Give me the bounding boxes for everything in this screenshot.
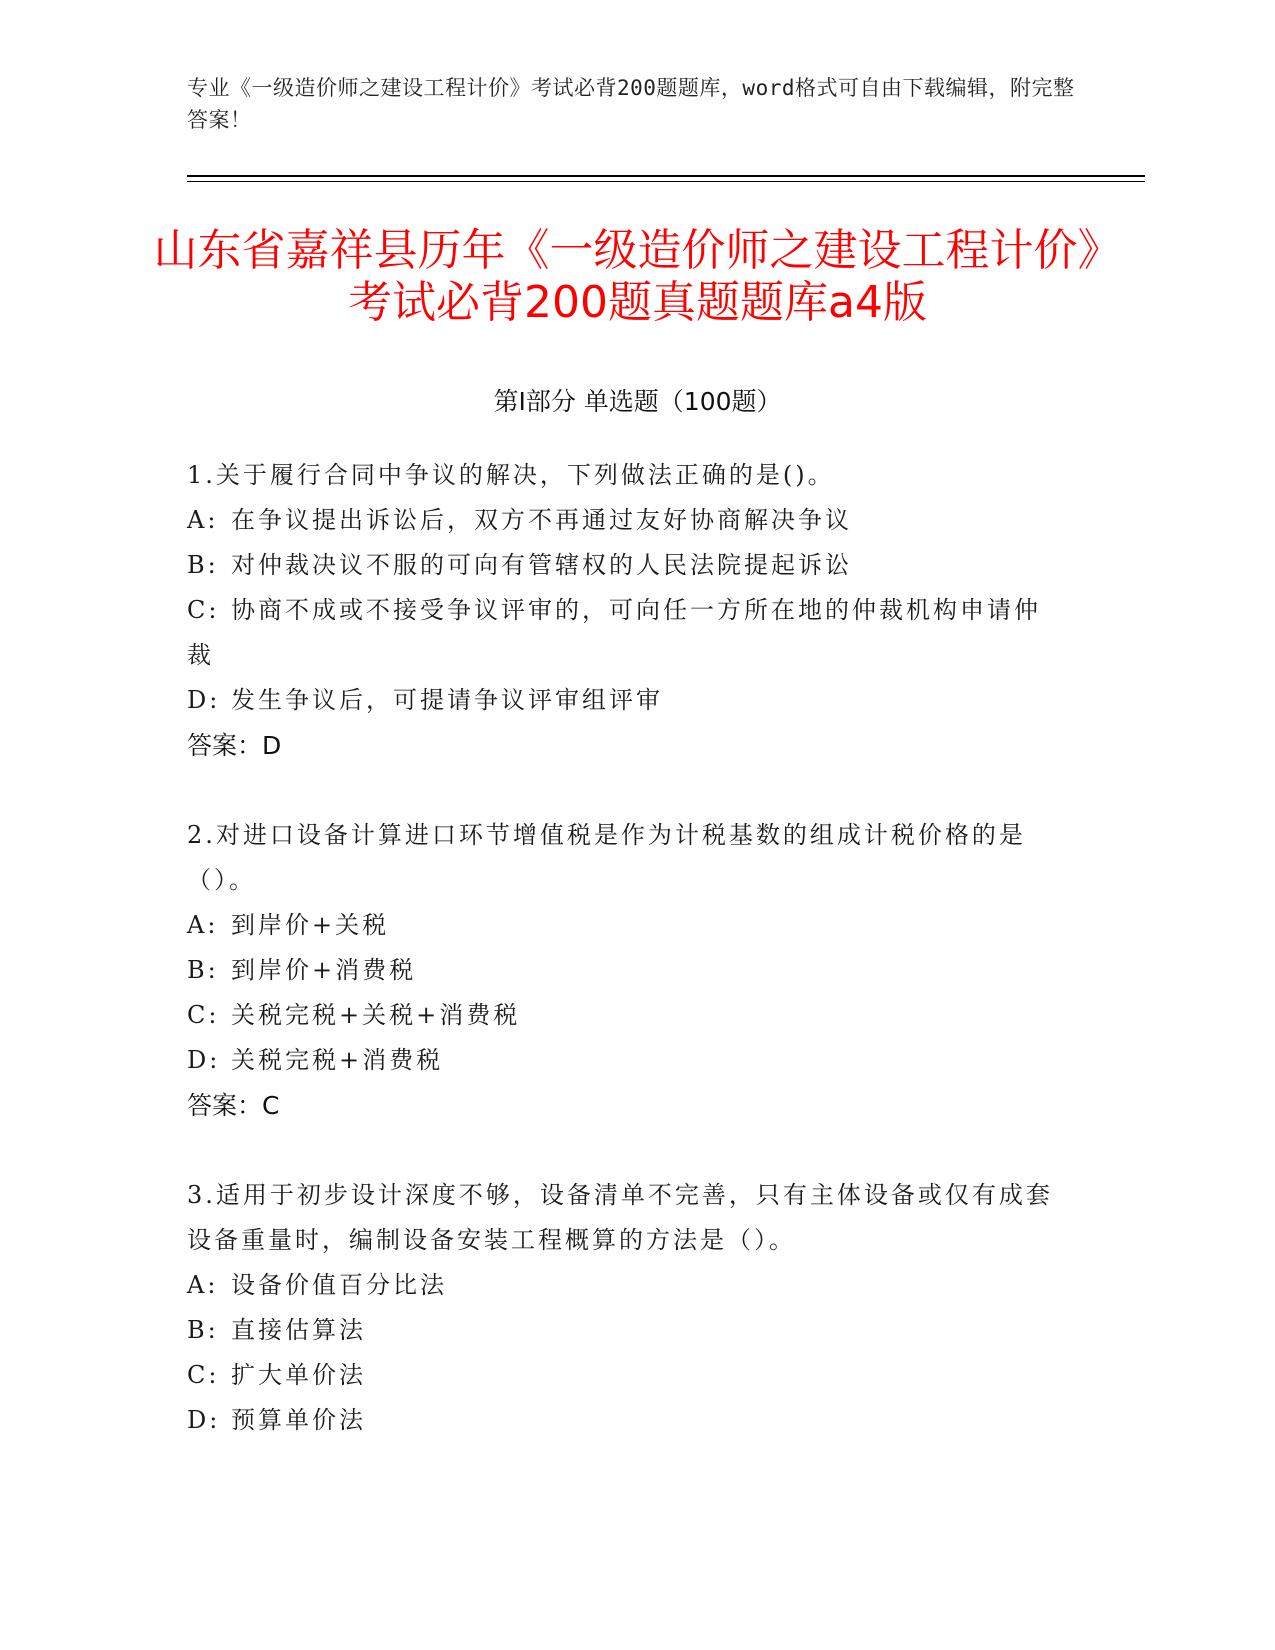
question-stem: 2.对进口设备计算进口环节增值税是作为计税基数的组成计税价格的是（）。 [187,821,1026,894]
option-b [187,1308,1067,1353]
option-text: 在争议提出诉讼后，双方不再通过友好协商解决争议 [231,506,852,534]
section-heading: 第I部分 单选题（100题） [493,387,782,416]
option-d [187,678,1067,723]
option-a [187,903,1067,948]
question-1 [187,453,1067,768]
option-text: 发生争议后，可提请争议评审组评审 [231,686,663,714]
option-key: D: [187,1406,221,1434]
answer-label: 答案：D [187,731,282,760]
option-a [187,1263,1067,1308]
header-note: 专业《一级造价师之建设工程计价》考试必背200题题库，word格式可自由下载编辑，附完整答案！ [187,76,1075,132]
option-key: B: [187,1316,219,1344]
option-c [187,993,1067,1038]
option-text: 关税完税+消费税 [231,1046,444,1074]
option-text: 直接估算法 [231,1316,366,1344]
option-key: D: [187,686,221,714]
answer-label: 答案：C [187,1091,280,1120]
option-text: 预算单价法 [231,1406,366,1434]
option-text: 关税完税+关税+消费税 [231,1001,521,1029]
option-b [187,543,1067,588]
header-rule-thin [187,181,1145,182]
option-a [187,498,1067,543]
option-key: C: [187,596,220,624]
option-text: 到岸价+消费税 [231,956,417,984]
option-key: A: [187,506,219,534]
option-text: 对仲裁决议不服的可向有管辖权的人民法院提起诉讼 [231,551,852,579]
option-key: C: [187,1001,220,1029]
question-stem: 3.适用于初步设计深度不够，设备清单不完善，只有主体设备或仅有成套设备重量时，编制设备安装工程概算的方法是（）。 [187,1181,1053,1254]
option-key: A: [187,911,219,939]
option-b [187,948,1067,993]
option-d [187,1038,1067,1083]
option-text: 设备价值百分比法 [231,1271,447,1299]
option-text: 协商不成或不接受争议评审的，可向任一方所在地的仲裁机构申请仲裁 [187,596,1041,669]
question-stem: 1.关于履行合同中争议的解决，下列做法正确的是()。 [187,461,835,489]
document-title: 山东省嘉祥县历年《一级造价师之建设工程计价》考试必背200题真题题库a4版 [153,225,1122,328]
option-key: A: [187,1271,219,1299]
option-key: D: [187,1046,221,1074]
header-rule-thick [187,175,1145,177]
option-d [187,1398,1067,1443]
option-key: B: [187,956,219,984]
option-c [187,588,1067,678]
question-3 [187,1173,1067,1443]
option-key: B: [187,551,219,579]
option-key: C: [187,1361,220,1389]
option-text: 到岸价+关税 [231,911,390,939]
option-c [187,1353,1067,1398]
option-text: 扩大单价法 [231,1361,366,1389]
question-2 [187,813,1067,1128]
